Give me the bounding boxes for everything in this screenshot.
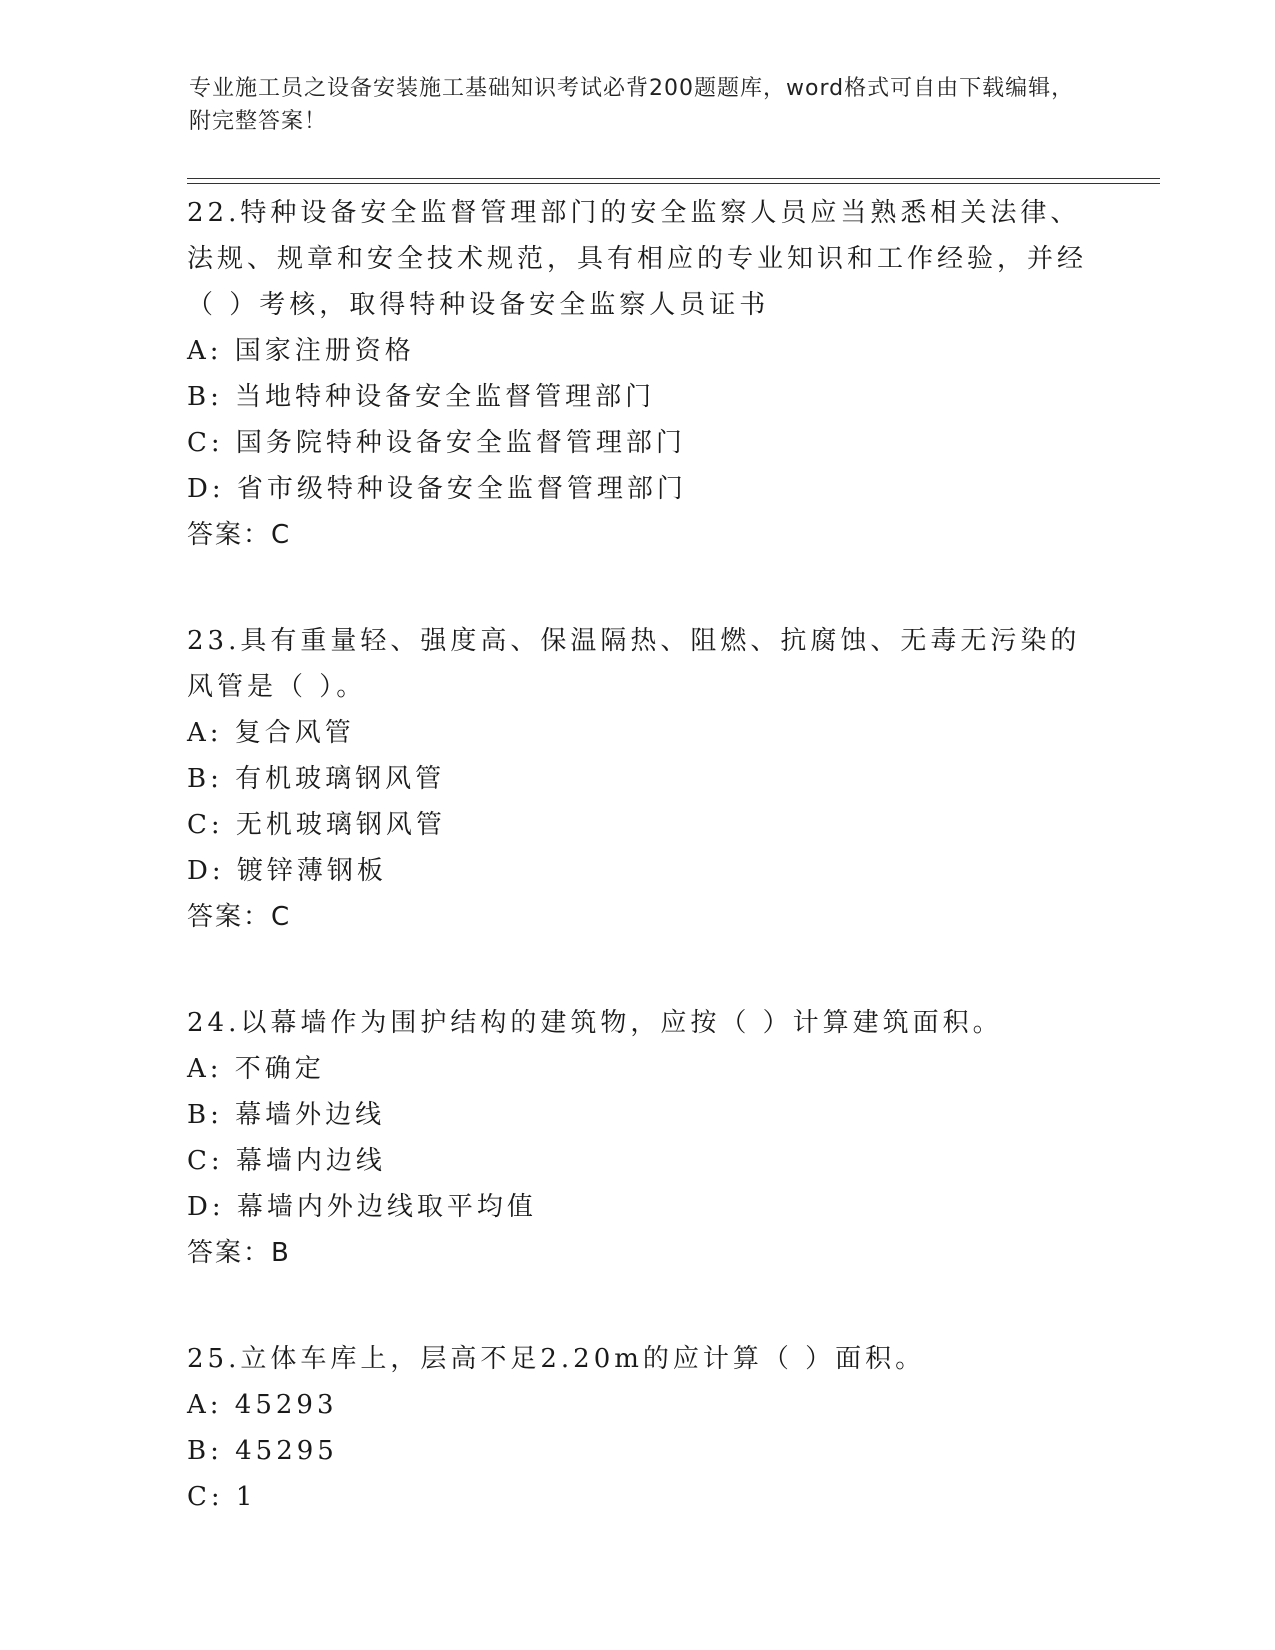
option-b: B: 45295: [187, 1436, 338, 1466]
question-list: [187, 190, 1087, 1520]
question-23: [187, 618, 1087, 940]
option-d: D: 镀锌薄钢板: [187, 856, 387, 886]
option-c: C: 1: [187, 1482, 257, 1512]
question-stem: 23.具有重量轻、强度高、保温隔热、阻燃、抗腐蚀、无毒无污染的风管是（ ）。: [187, 626, 1081, 702]
option-b: B: 有机玻璃钢风管: [187, 764, 446, 794]
option-b: B: 幕墙外边线: [187, 1100, 386, 1130]
option-d: D: 幕墙内外边线取平均值: [187, 1192, 537, 1222]
option-c: C: 幕墙内边线: [187, 1146, 386, 1176]
question-24: [187, 1000, 1087, 1276]
question-22: [187, 190, 1087, 558]
answer: 答案：C: [187, 902, 292, 932]
header-divider-bottom: [187, 183, 1160, 184]
document-header: 专业施工员之设备安装施工基础知识考试必背200题题库，word格式可自由下载编辑，附完整答案！: [189, 76, 1075, 134]
header-divider-top: [187, 178, 1160, 179]
question-stem: 22.特种设备安全监督管理部门的安全监察人员应当熟悉相关法律、法规、规章和安全技术规范，具有相应的专业知识和工作经验，并经（ ）考核，取得特种设备安全监察人员证书: [187, 198, 1088, 320]
question-25: [187, 1336, 1087, 1520]
option-a: A: 45293: [187, 1390, 338, 1420]
question-stem: 25.立体车库上，层高不足2.20m的应计算（ ）面积。: [187, 1344, 926, 1374]
answer: 答案：C: [187, 520, 292, 550]
option-c: C: 国务院特种设备安全监督管理部门: [187, 428, 686, 458]
option-c: C: 无机玻璃钢风管: [187, 810, 446, 840]
question-stem: 24.以幕墙作为围护结构的建筑物，应按（ ）计算建筑面积。: [187, 1008, 1003, 1038]
option-a: A: 不确定: [187, 1054, 325, 1084]
option-a: A: 国家注册资格: [187, 336, 415, 366]
option-d: D: 省市级特种设备安全监督管理部门: [187, 474, 687, 504]
answer: 答案：B: [187, 1238, 291, 1268]
option-a: A: 复合风管: [187, 718, 355, 748]
option-b: B: 当地特种设备安全监督管理部门: [187, 382, 656, 412]
